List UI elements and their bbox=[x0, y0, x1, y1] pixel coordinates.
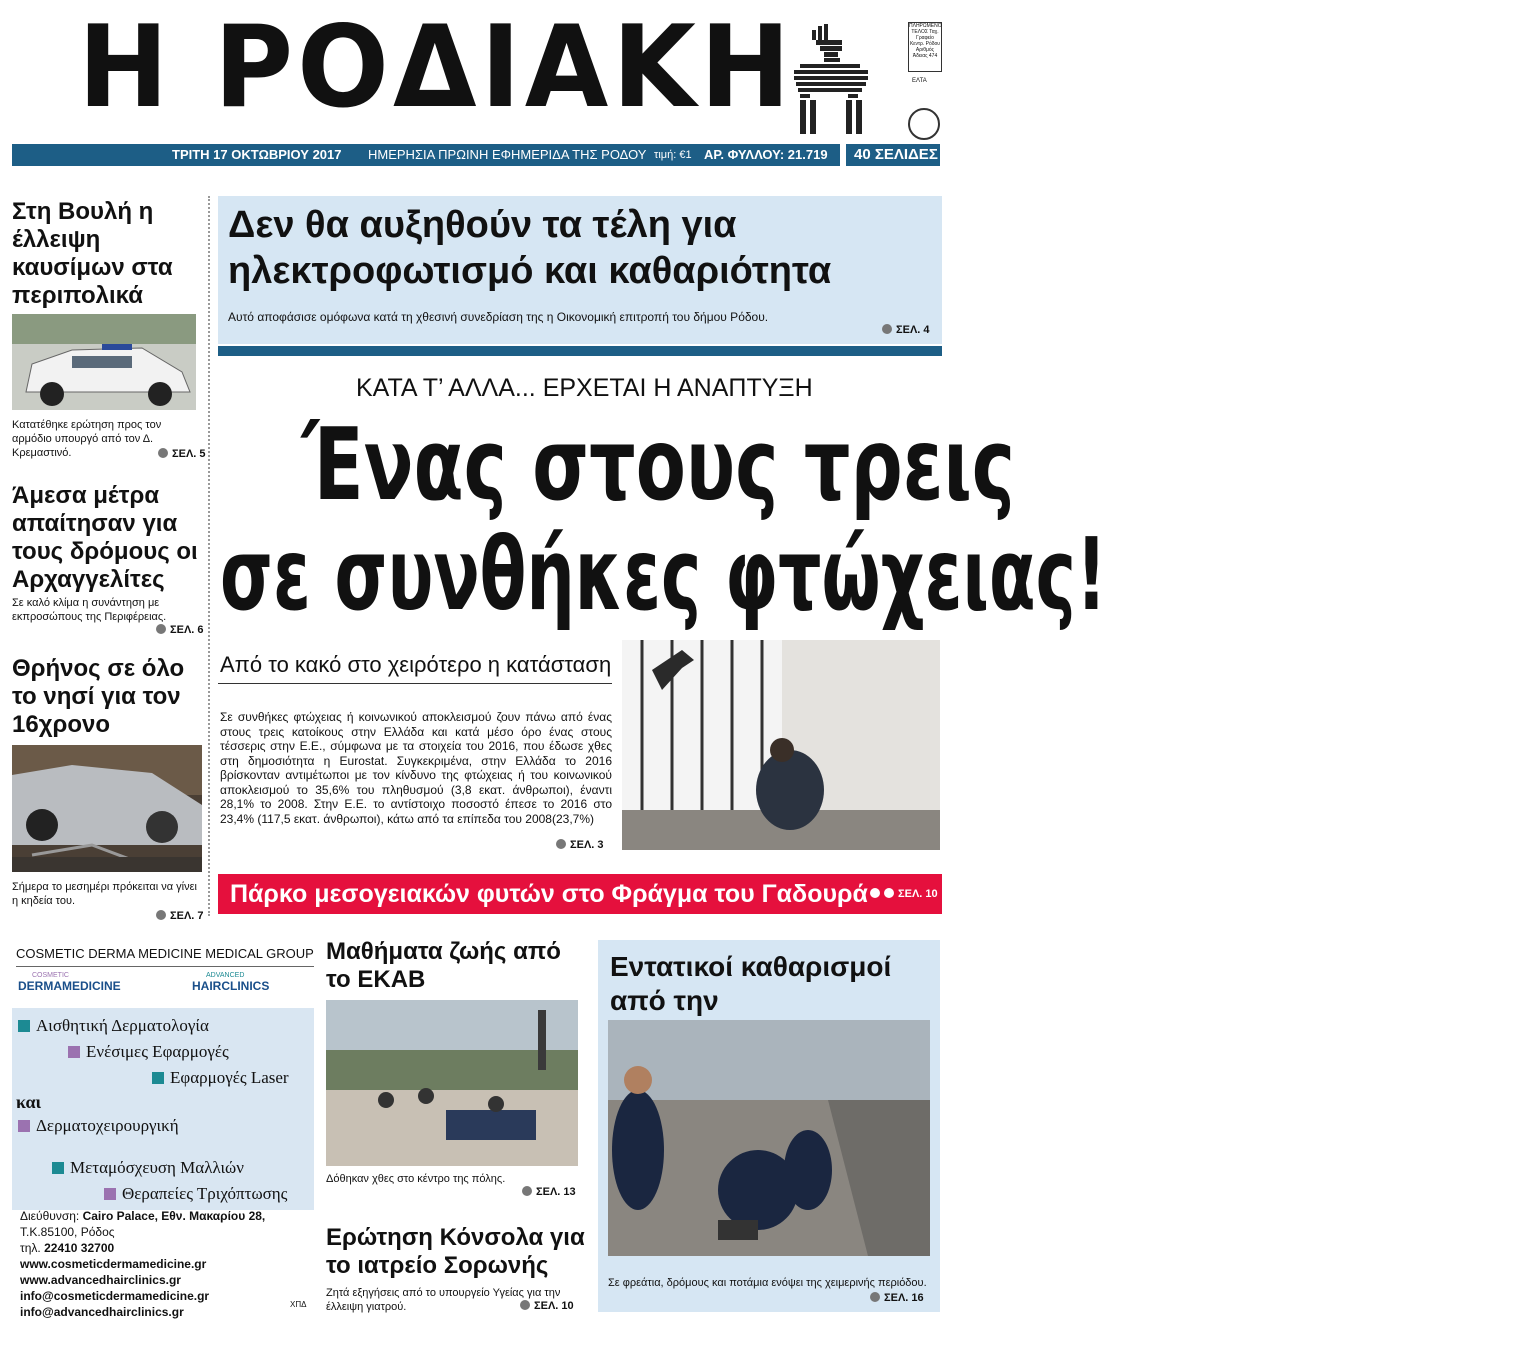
lead-text: Αυτό αποφάσισε ομόφωνα κατά τη χθεσινή συνεδρίαση της η Οικονομική επιτροπή του δήμου Ρόδου. bbox=[228, 310, 769, 324]
konsola-page: ΣΕΛ. 10 bbox=[520, 1300, 574, 1312]
sidebar-story-3-title: Θρήνος σε όλο το νησί για τον 16χρονο bbox=[12, 655, 185, 738]
bullet-icon bbox=[882, 324, 892, 334]
konsola-text: Ζητά εξηγήσεις από το υπουργείο Υγείας για την έλλειψη γιατρού. bbox=[326, 1287, 561, 1313]
sidebar-story-1-title: Στη Βουλή η έλλειψη καυσίμων στα περιπολικά bbox=[12, 198, 173, 309]
square-icon bbox=[152, 1072, 164, 1084]
newspaper-title: Η ΡΟΔΙΑΚΗ bbox=[78, 1, 795, 134]
dermamedicine-logo: COSMETIC DERMAMEDICINE bbox=[18, 972, 121, 993]
bullet-icon bbox=[156, 624, 166, 634]
main-kicker: ΚΑΤΑ Τ’ ΑΛΛΑ... ΕΡΧΕΤΑΙ Η ΑΝΑΠΤΥΞΗ bbox=[356, 374, 813, 402]
bullet-icon bbox=[870, 888, 880, 898]
bullet-icon bbox=[556, 839, 566, 849]
ad-contact: Διεύθυνση: Cairo Palace, Εθν. Μακαρίου 28, Τ.Κ.85100, Ρόδος τηλ. 22410 32700 www.cosmeticdermamedicine.gr www.advancedhairclinics.gr info@cosmeticdermamedicine.gr info@advancedhairclinics.gr bbox=[20, 1209, 266, 1319]
advertisement bbox=[12, 942, 314, 1319]
sidebar-story-3-text: Σήμερα το μεσημέρι πρόκειται να γίνει η κηδεία του. bbox=[12, 881, 197, 907]
ekav-photo bbox=[326, 1000, 578, 1166]
ad-service: Αισθητική Δερματολογία bbox=[36, 1016, 209, 1035]
lead-headline-line1: Δεν θα αυξηθούν τα τέλη για bbox=[228, 204, 737, 246]
column-divider bbox=[208, 196, 210, 916]
bullet-icon bbox=[884, 888, 894, 898]
main-headline-line1: Ένας στους τρεις bbox=[302, 406, 1016, 523]
sidebar-story-2-title: Άμεσα μέτρα απαίτησαν για τους δρόμους οι Αρχαγγελίτες bbox=[12, 482, 198, 593]
bullet-icon bbox=[156, 910, 166, 920]
bullet-icon bbox=[522, 1186, 532, 1196]
seal-icon bbox=[908, 108, 940, 140]
ad-service: Δερματοχειρουργική bbox=[36, 1116, 179, 1135]
subhead-rule bbox=[218, 683, 612, 684]
poverty-photo bbox=[622, 640, 940, 850]
etaiprofyka-caption: Σε φρεάτια, δρόμους και ποτάμια ενόψει της χειμερινής περιόδου. bbox=[608, 1277, 927, 1289]
ekav-page: ΣΕΛ. 13 bbox=[522, 1186, 576, 1198]
ad-service: Θεραπείες Τριχόπτωσης bbox=[122, 1184, 288, 1203]
hairclinics-logo: ADVANCED HAIRCLINICS bbox=[192, 972, 270, 993]
sidebar-story-2-text: Σε καλό κλίμα η συνάντηση με εκπροσώπους της Περιφέρειας. bbox=[12, 597, 167, 623]
ad-service: Ενέσιμες Εφαρμογές bbox=[86, 1042, 229, 1061]
ad-group-name: COSMETIC DERMA MEDICINE MEDICAL GROUP bbox=[16, 946, 314, 961]
ad-conjunction: και bbox=[16, 1092, 42, 1112]
etaiprofyka-title: Εντατικοί καθαρισμοί από την bbox=[610, 951, 892, 1016]
price: τιμή: €1 bbox=[654, 149, 692, 161]
konsola-title: Ερώτηση Κόνσολα για το ιατρείο Σορωνής bbox=[326, 1224, 585, 1279]
lead-page: ΣΕΛ. 4 bbox=[882, 324, 930, 336]
issue-date: ΤΡΙΤΗ 17 ΟΚΤΩΒΡΙΟΥ 2017 bbox=[172, 147, 342, 162]
sidebar-story-3-page: ΣΕΛ. 7 bbox=[156, 910, 204, 922]
main-headline-line2: σε συνθήκες φτώχειας! bbox=[220, 516, 1107, 633]
bullet-icon bbox=[870, 1292, 880, 1302]
pages-count: 40 ΣΕΛΙΔΕΣ bbox=[846, 144, 940, 166]
bullet-icon bbox=[158, 448, 168, 458]
ekav-caption: Δόθηκαν χθες στο κέντρο της πόλης. bbox=[326, 1173, 506, 1185]
info-bar bbox=[12, 144, 840, 166]
ad-service: Εφαρμογές Laser bbox=[170, 1068, 289, 1087]
deer-logo bbox=[780, 22, 892, 138]
square-icon bbox=[104, 1188, 116, 1200]
ad-services bbox=[12, 1008, 314, 1158]
lead-story-box bbox=[218, 196, 942, 344]
bullet-icon bbox=[520, 1300, 530, 1310]
square-icon bbox=[52, 1162, 64, 1174]
main-headline-line1-wrap bbox=[302, 406, 1016, 523]
lead-headline-line2: ηλεκτροφωτισμό και καθαριότητα bbox=[228, 250, 832, 292]
ad-tag: ΧΠΔ bbox=[290, 1300, 307, 1309]
police-car-photo bbox=[12, 314, 196, 410]
etaiprofyka-box bbox=[598, 940, 940, 1312]
accident-photo bbox=[12, 745, 202, 872]
red-headline-page: ΣΕΛ. 10 bbox=[870, 888, 938, 900]
square-icon bbox=[18, 1020, 30, 1032]
tagline: ΗΜΕΡΗΣΙΑ ΠΡΩΙΝΗ ΕΦΗΜΕΡΙΔΑ ΤΗΣ ΡΟΔΟΥ bbox=[368, 147, 647, 162]
ad-link[interactable]: info@advancedhairclinics.gr bbox=[20, 1305, 184, 1319]
main-headline-line2-wrap bbox=[220, 516, 1107, 633]
etaiprofyka-page: ΣΕΛ. 16 bbox=[870, 1292, 924, 1304]
issue-number: ΑΡ. ΦΥΛΛΟΥ: 21.719 bbox=[704, 147, 828, 162]
main-page: ΣΕΛ. 3 bbox=[556, 839, 604, 851]
main-body: Σε συνθήκες φτώχειας ή κοινωνικού αποκλεισμού ζουν πάνω από ένας στους τρεις κατοίκους στην Ελλάδα και κατά μέσο όρο ένας στους τέσσερις στην Ε.Ε., σύμφωνα με τα στοιχεία του 2016, που έδωσε χθες στη δημοσιότητα η Eurostat. Συγκεκριμένα, στην Ελλάδα το 2016 βρίσκονταν αντιμέτωποι με τον κίνδυνο της φτώχειας ή του κοινωνικού αποκλεισμού το 35,6% του πληθυσμού (3,8 εκατ. άνθρωποι), έναντι 28,1% το 2008. Στην Ε.Ε. το αντίστοιχο ποσοστό έπεσε το 2016 στο 23,4% (117,5 εκατ. άνθρωποι), κάτω από τα επίπεδα του 2008(23,7%) bbox=[220, 710, 612, 826]
sidebar-story-1-page: ΣΕΛ. 5 bbox=[158, 448, 206, 460]
sidebar-story-1-text: Κατατέθηκε ερώτηση προς τον αρμόδιο υπουργό από τον Δ. Κρεμαστινό. bbox=[12, 419, 162, 459]
main-subhead: Από το κακό στο χειρότερο η κατάσταση bbox=[220, 652, 612, 677]
ad-link[interactable]: www.advancedhairclinics.gr bbox=[20, 1273, 181, 1287]
red-headline: Πάρκο μεσογειακών φυτών στο Φράγμα του Γαδουρά bbox=[230, 880, 868, 908]
sidebar-story-2-page: ΣΕΛ. 6 bbox=[156, 624, 204, 636]
ad-link[interactable]: info@cosmeticdermamedicine.gr bbox=[20, 1289, 210, 1303]
lead-underline bbox=[218, 346, 942, 356]
ad-link[interactable]: www.cosmeticdermamedicine.gr bbox=[20, 1257, 207, 1271]
square-icon bbox=[68, 1046, 80, 1058]
postage-stamp: ΠΛΗΡΩΜΕΝΟ ΤΕΛΟΣ Ταχ. Γραφείο Κεντρ. Ρόδου Αριθμός Άδειας 474 bbox=[908, 22, 942, 72]
elta-logo: ΕΛΤΑ bbox=[912, 78, 927, 84]
ekav-title: Μαθήματα ζωής από το ΕΚΑΒ bbox=[326, 938, 561, 993]
red-headline-bar bbox=[218, 874, 942, 914]
ad-service: Μεταμόσχευση Μαλλιών bbox=[70, 1158, 244, 1177]
square-icon bbox=[18, 1120, 30, 1132]
etaiprofyka-photo bbox=[608, 1020, 930, 1256]
